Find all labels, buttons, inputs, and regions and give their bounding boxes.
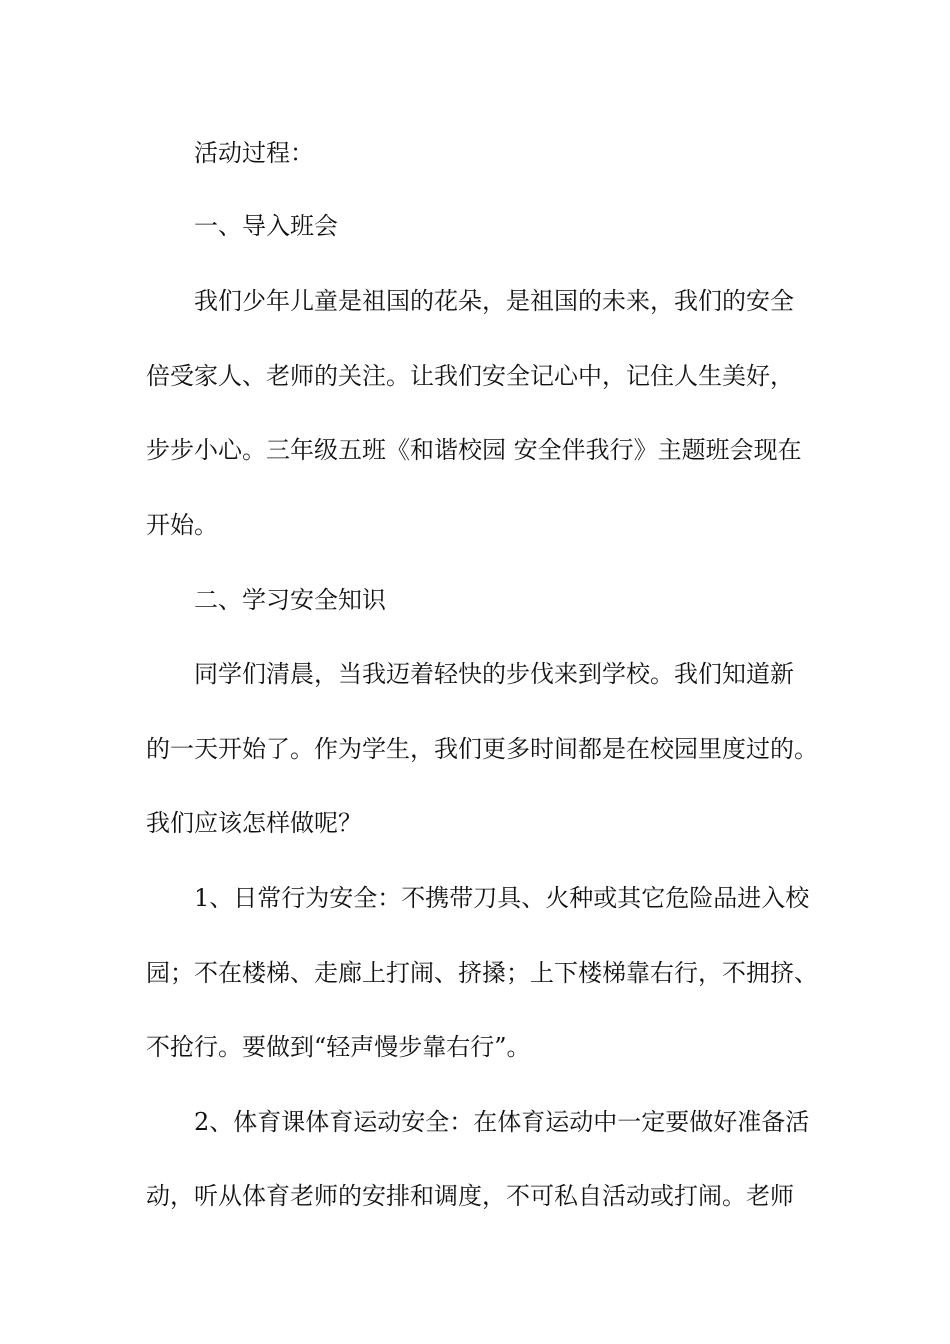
paragraph-line: 我们应该怎样做呢？ (146, 809, 362, 837)
section-heading-safety-knowledge: 二、学习安全知识 (194, 586, 386, 614)
list-item-line: 园；不在楼梯、走廊上打闹、挤搡；上下楼梯靠右行，不拥挤、 (146, 959, 818, 987)
paragraph-line: 倍受家人、老师的关注。让我们安全记心中，记住人生美好， (146, 362, 794, 390)
list-item-line: 2、体育课体育运动安全：在体育运动中一定要做好准备活 (194, 1108, 810, 1136)
section-heading-activity-process: 活动过程： (194, 139, 314, 167)
list-item-line: 不抢行。要做到“轻声慢步靠右行”。 (146, 1033, 531, 1061)
paragraph-line: 步步小心。三年级五班《和谐校园 安全伴我行》主题班会现在 (146, 436, 802, 464)
paragraph-line: 开始。 (146, 511, 218, 539)
list-item-line: 1、日常行为安全：不携带刀具、火种或其它危险品进入校 (194, 884, 810, 912)
paragraph-line: 我们少年儿童是祖国的花朵，是祖国的未来，我们的安全 (194, 287, 794, 315)
paragraph-line: 的一天开始了。作为学生，我们更多时间都是在校园里度过的。 (146, 735, 818, 763)
paragraph-line: 同学们清晨，当我迈着轻快的步伐来到学校。我们知道新 (194, 660, 794, 688)
section-heading-intro: 一、导入班会 (194, 212, 338, 240)
list-item-line: 动，听从体育老师的安排和调度，不可私自活动或打闹。老师 (146, 1182, 794, 1210)
